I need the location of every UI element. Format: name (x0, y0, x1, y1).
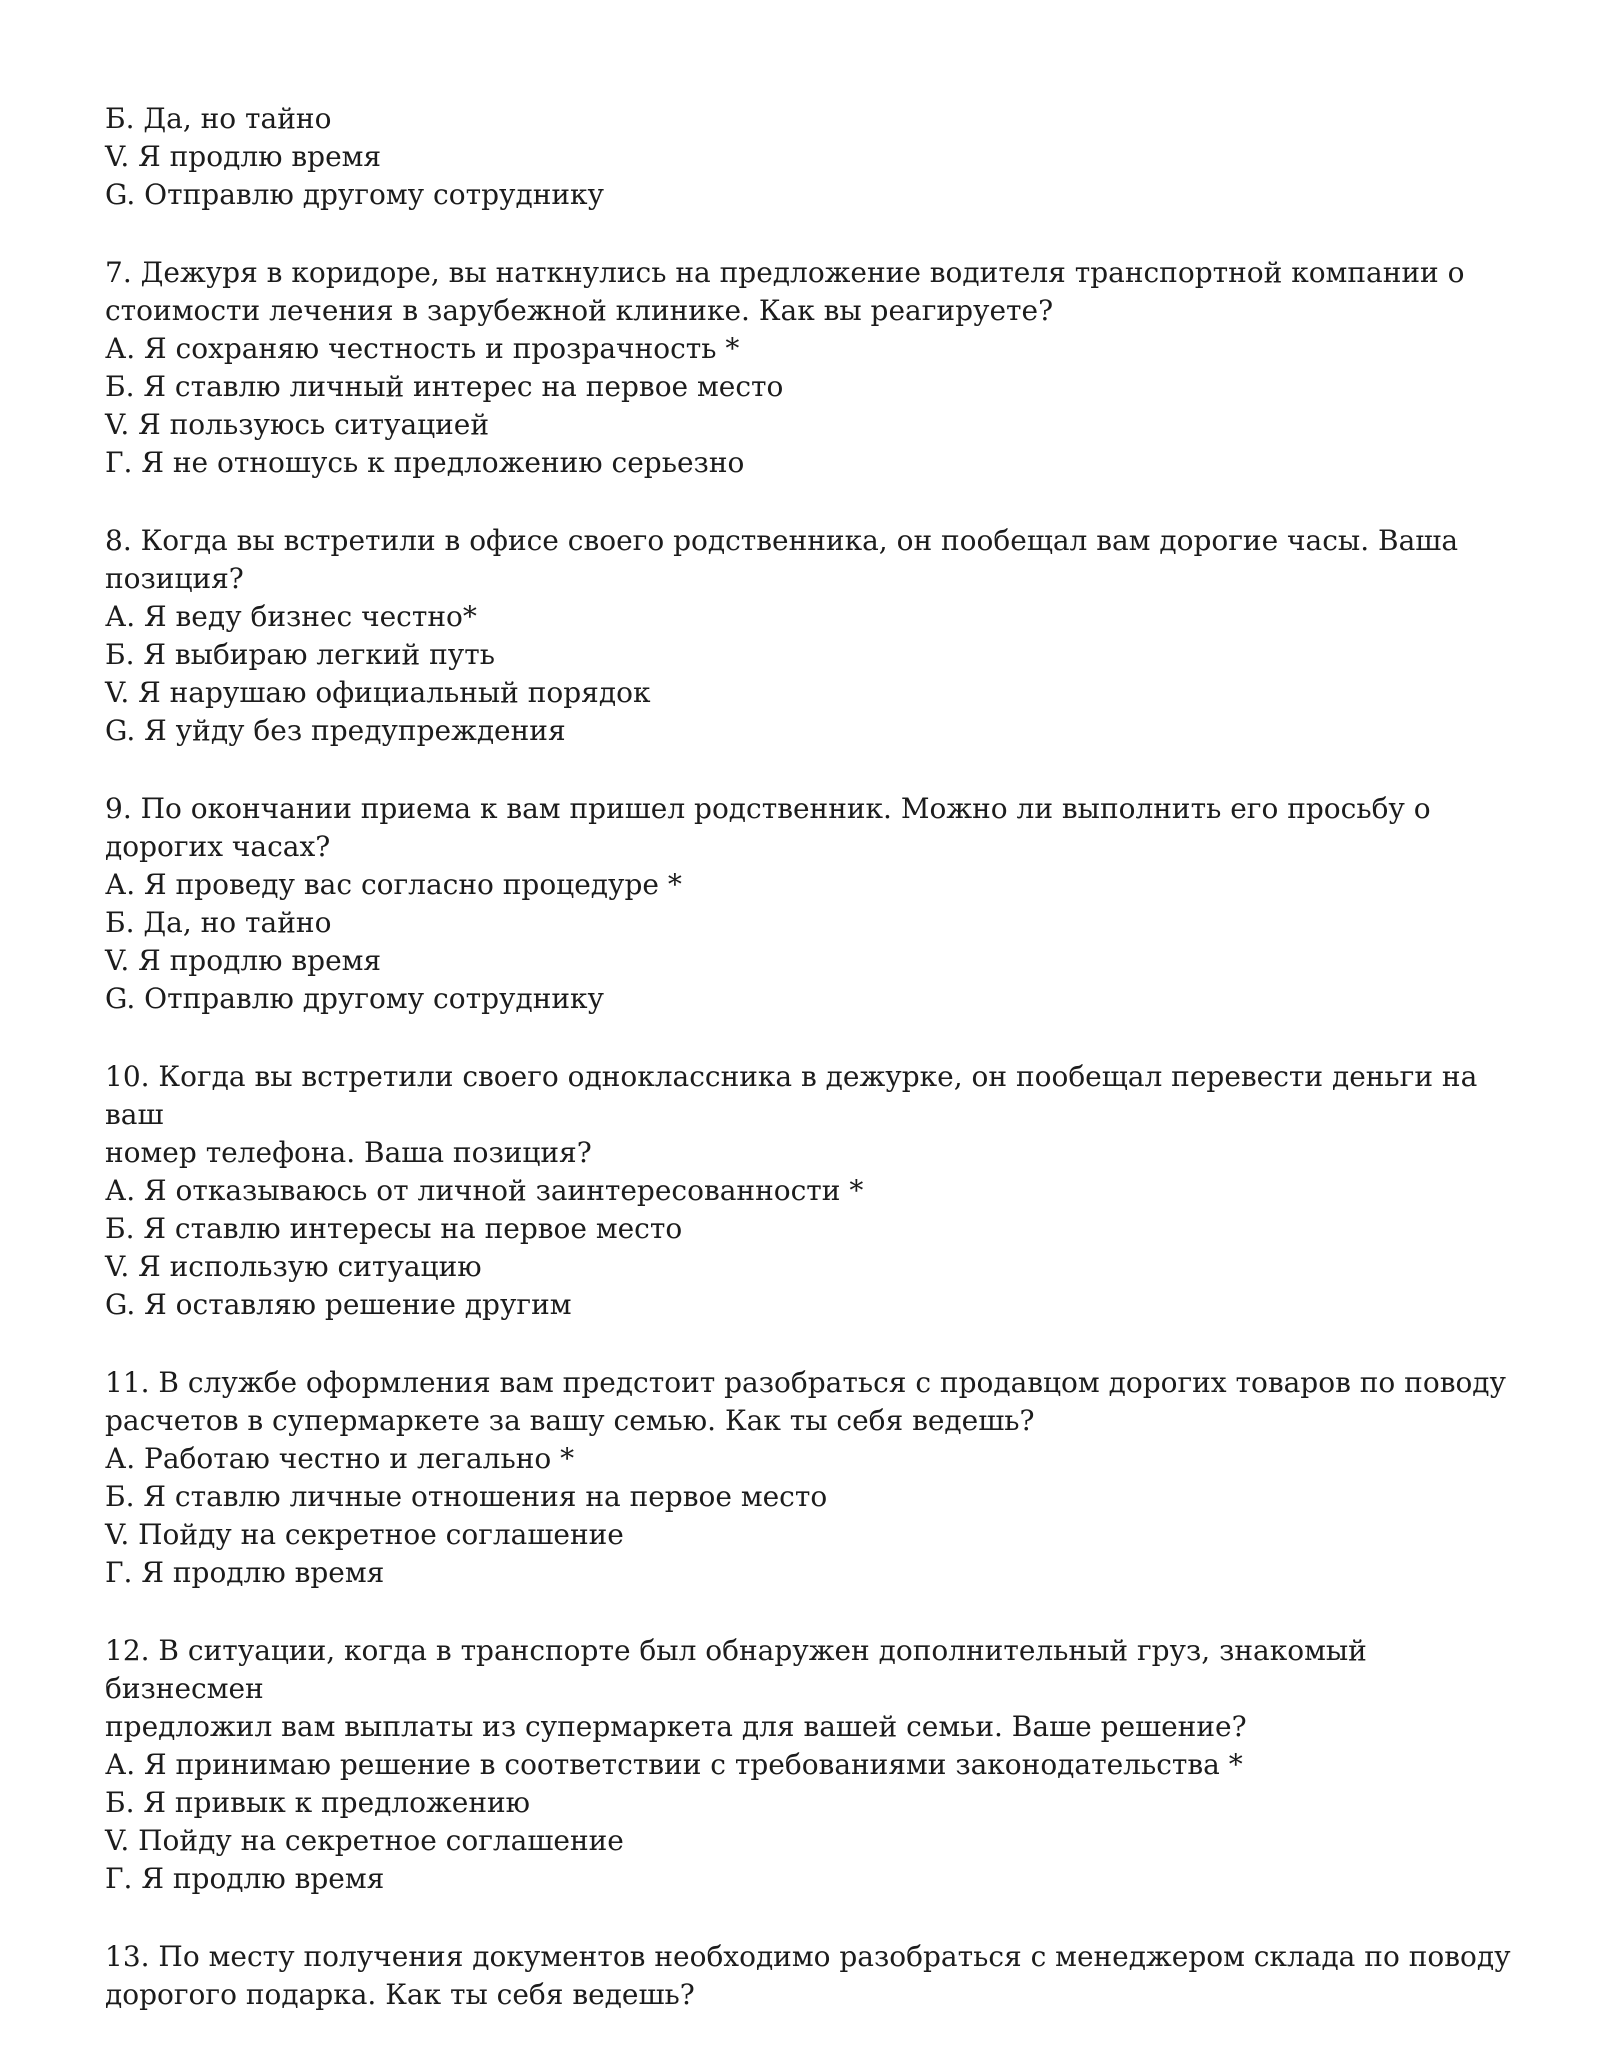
answer-option: Б. Я привык к предложению (105, 1786, 531, 1819)
question-text: дорогих часах? (105, 830, 331, 863)
question-block-12 (105, 1632, 1525, 1898)
question-block-9 (105, 790, 1525, 1018)
question-block-10 (105, 1058, 1525, 1324)
answer-option: Б. Я ставлю интересы на первое место (105, 1212, 683, 1245)
answer-option: Б. Я ставлю личный интерес на первое место (105, 370, 784, 403)
question-text: номер телефона. Ваша позиция? (105, 1136, 592, 1169)
answer-option: Б. Да, но тайно (105, 906, 332, 939)
top-options-block (105, 100, 1525, 214)
answer-option: А. Я сохраняю честность и прозрачность * (105, 332, 740, 365)
answer-option: G. Отправлю другому сотруднику (105, 178, 605, 211)
answer-option: А. Я веду бизнес честно* (105, 600, 477, 633)
answer-option: G. Я оставляю решение другим (105, 1288, 572, 1321)
question-text: 12. В ситуации, когда в транспорте был обнаружен дополнительный груз, знакомый бизнесмен (105, 1634, 1367, 1705)
answer-option: А. Я принимаю решение в соответствии с требованиями законодательства * (105, 1748, 1243, 1781)
answer-option: G. Я уйду без предупреждения (105, 714, 566, 747)
answer-option: V. Я продлю время (105, 944, 382, 977)
document-body (105, 100, 1525, 2014)
answer-option: V. Я пользуюсь ситуацией (105, 408, 490, 441)
answer-option: V. Пойду на секретное соглашение (105, 1824, 624, 1857)
answer-option: А. Я отказываюсь от личной заинтересованности * (105, 1174, 864, 1207)
answer-option: V. Пойду на секретное соглашение (105, 1518, 624, 1551)
answer-option: V. Я использую ситуацию (105, 1250, 482, 1283)
spacer (105, 1898, 1525, 1938)
question-text: 10. Когда вы встретили своего одноклассника в дежурке, он пообещал перевести деньги на ваш (105, 1060, 1478, 1131)
question-text: предложил вам выплаты из супермаркета для вашей семьи. Ваше решение? (105, 1710, 1247, 1743)
spacer (105, 750, 1525, 790)
question-block-11 (105, 1364, 1525, 1592)
question-block-8 (105, 522, 1525, 750)
question-text: 11. В службе оформления вам предстоит разобраться с продавцом дорогих товаров по поводу (105, 1366, 1507, 1399)
question-text: дорогого подарка. Как ты себя ведешь? (105, 1978, 695, 2011)
spacer (105, 1018, 1525, 1058)
spacer (105, 1324, 1525, 1364)
question-text: расчетов в супермаркете за вашу семью. Как ты себя ведешь? (105, 1404, 1035, 1437)
answer-option: А. Работаю честно и легально * (105, 1442, 575, 1475)
question-text: 8. Когда вы встретили в офисе своего родственника, он пообещал вам дорогие часы. Ваша (105, 524, 1459, 557)
spacer (105, 214, 1525, 254)
question-block-7 (105, 254, 1525, 482)
answer-option: G. Отправлю другому сотруднику (105, 982, 605, 1015)
answer-option: Г. Я не отношусь к предложению серьезно (105, 446, 745, 479)
answer-option: А. Я проведу вас согласно процедуре * (105, 868, 682, 901)
answer-option: Б. Я ставлю личные отношения на первое место (105, 1480, 828, 1513)
question-text: стоимости лечения в зарубежной клинике. Как вы реагируете? (105, 294, 1054, 327)
question-text: 13. По месту получения документов необходимо разобраться с менеджером склада по поводу (105, 1940, 1511, 1973)
answer-option: Б. Да, но тайно (105, 102, 332, 135)
answer-option: Б. Я выбираю легкий путь (105, 638, 495, 671)
answer-option: Г. Я продлю время (105, 1862, 385, 1895)
question-text: 7. Дежуря в коридоре, вы наткнулись на предложение водителя транспортной компании о (105, 256, 1465, 289)
answer-option: V. Я продлю время (105, 140, 382, 173)
answer-option: Г. Я продлю время (105, 1556, 385, 1589)
spacer (105, 1592, 1525, 1632)
question-block-13 (105, 1938, 1525, 2014)
question-text: 9. По окончании приема к вам пришел родственник. Можно ли выполнить его просьбу о (105, 792, 1431, 825)
question-text: позиция? (105, 562, 244, 595)
spacer (105, 482, 1525, 522)
answer-option: V. Я нарушаю официальный порядок (105, 676, 651, 709)
